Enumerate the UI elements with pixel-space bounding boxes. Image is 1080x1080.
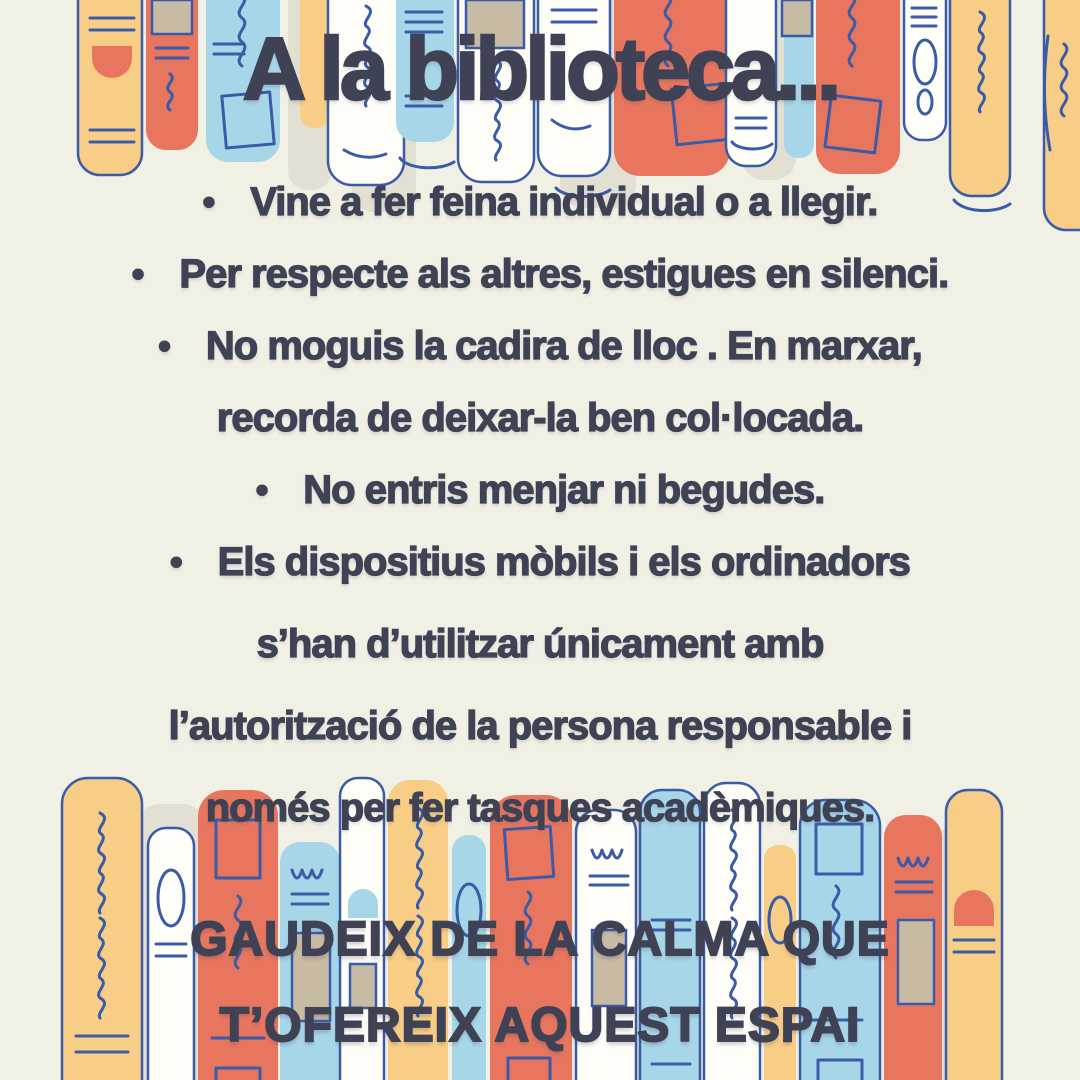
rule-line [158,310,921,382]
rule-text: Per respecte als altres, estigues en silenci. [179,251,949,296]
rule-line [217,382,863,454]
poster-title: A la biblioteca... [242,19,838,118]
bullet-dot: • [158,325,170,366]
bullet-dot: • [131,253,144,294]
rule-line [256,454,825,526]
bullet-dot: • [202,181,215,222]
rule-text: Vine a fer feina individual o a llegir. [250,179,878,224]
rules-list [0,166,1080,844]
rule-line [203,166,878,238]
footer-message-line-1: GAUDEIX DE LA CALMA QUE [190,913,890,966]
rule-text: l’autorització de la persona responsable i [168,703,912,748]
rule-line [206,772,875,844]
rule-line [170,526,910,598]
rule-line [132,238,948,310]
footer-message-line-2: T’OFEREIX AQUEST ESPAI [219,999,861,1052]
rule-text: No moguis la cadira de lloc . En marxar, [205,323,922,368]
rule-text: s’han d’utilitzar únicament amb [256,621,824,666]
rule-line [169,690,912,762]
bullet-dot: • [255,469,268,510]
rule-text: Els dispositius mòbils i els ordinadors [217,539,910,584]
rule-line [257,608,824,680]
bullet-dot: • [170,541,182,582]
rule-text: recorda de deixar-la ben col·locada. [216,395,864,440]
rule-text: només per fer tasques acadèmiques. [205,785,875,830]
rule-text: No entris menjar ni begudes. [303,467,825,512]
